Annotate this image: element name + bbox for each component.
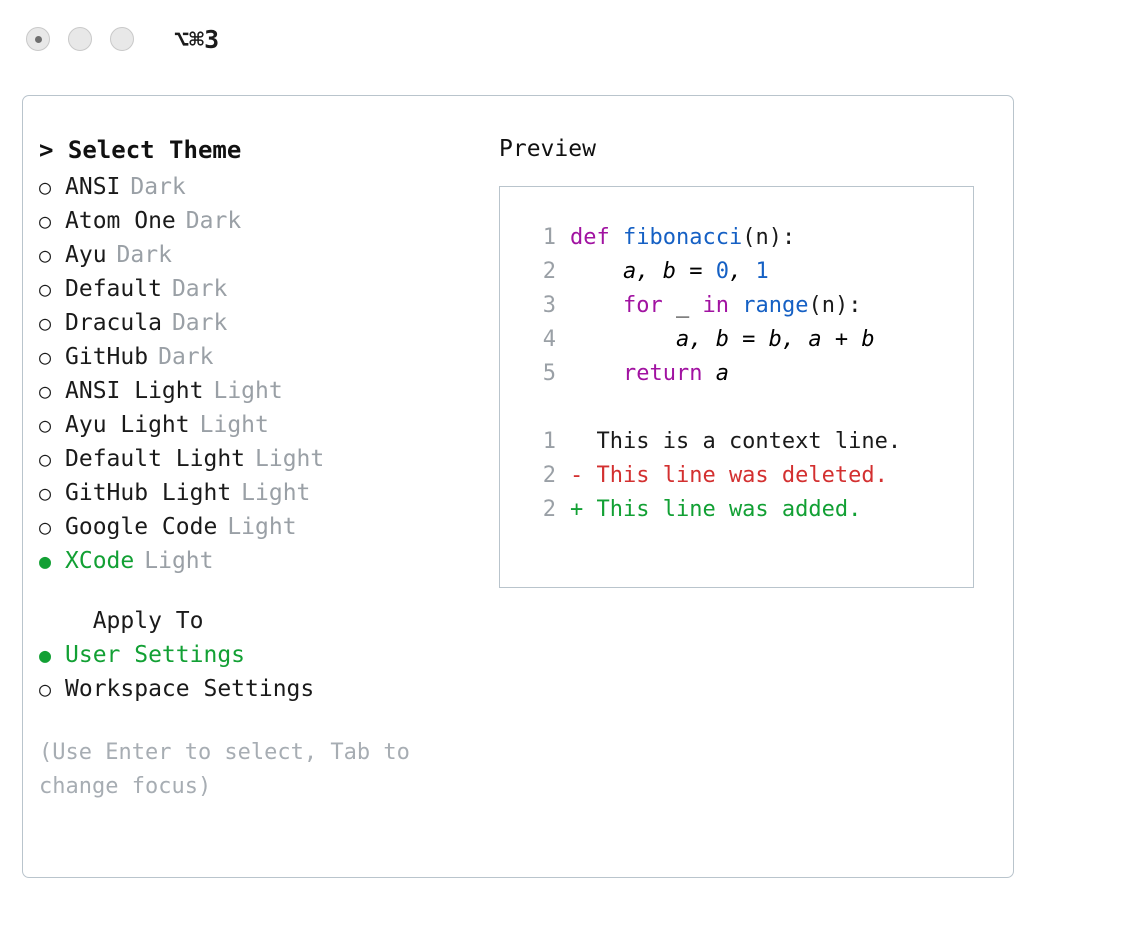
line-number: 1: [542, 225, 556, 250]
code-text: [570, 221, 795, 255]
preview-box: [499, 186, 974, 588]
theme-name-label: Google Code: [65, 514, 218, 540]
theme-name-label: Atom One: [65, 208, 176, 234]
code-text: [570, 357, 729, 391]
diff-line-number: 2: [542, 463, 556, 488]
code-token: 1: [755, 259, 769, 284]
theme-variant-label: Light: [227, 514, 297, 540]
apply-to-list: [39, 638, 499, 706]
radio-unselected-icon: ○: [39, 379, 52, 403]
preview-heading: Preview: [499, 136, 596, 162]
code-token: for: [622, 293, 676, 318]
theme-name-label: Ayu Light: [65, 412, 190, 438]
diff-preview: [522, 425, 949, 527]
code-token: [570, 293, 623, 318]
diff-line: [522, 459, 949, 493]
theme-list-item[interactable]: [39, 204, 499, 238]
theme-variant-label: Light: [144, 548, 214, 574]
theme-name-label: GitHub: [65, 344, 149, 370]
radio-unselected-icon: ○: [39, 175, 52, 199]
diff-line: [522, 493, 949, 527]
apply-to-item[interactable]: [39, 672, 499, 706]
theme-list-item[interactable]: [39, 510, 499, 544]
line-number: 5: [542, 361, 556, 386]
apply-to-item[interactable]: [39, 638, 499, 672]
radio-selected-icon: ●: [39, 549, 52, 573]
code-token: a, b =: [570, 259, 716, 284]
theme-variant-label: Dark: [158, 344, 214, 370]
code-token: [570, 361, 623, 386]
theme-picker-panel: [22, 95, 1014, 878]
theme-list-item[interactable]: [39, 442, 499, 476]
theme-variant-label: Dark: [171, 310, 228, 336]
select-theme-prompt: > Select Theme: [39, 136, 242, 164]
line-number: 3: [542, 293, 556, 318]
radio-unselected-icon: ○: [39, 481, 52, 505]
theme-variant-label: Light: [199, 412, 269, 438]
theme-name-label: ANSI: [65, 174, 121, 200]
diff-line: [522, 425, 949, 459]
window-minimize-button[interactable]: [68, 27, 92, 51]
theme-variant-label: Dark: [116, 242, 172, 268]
code-line: [522, 289, 949, 323]
theme-name-label: Default Light: [65, 446, 246, 472]
theme-name-label: XCode: [65, 548, 135, 574]
window-close-dot-icon: [35, 36, 42, 43]
code-token: a, b = b, a + b: [570, 327, 875, 352]
keyboard-shortcut-label: ⌥⌘3: [174, 24, 220, 54]
line-number: 4: [542, 327, 556, 352]
code-token: a: [715, 361, 729, 386]
code-text: [570, 289, 861, 323]
window-maximize-button[interactable]: [110, 27, 134, 51]
apply-to-label: User Settings: [65, 642, 246, 668]
diff-text: + This line was added.: [570, 497, 862, 522]
radio-unselected-icon: ○: [39, 277, 52, 301]
radio-selected-icon: ●: [39, 643, 52, 667]
preview-column: [499, 136, 1003, 867]
theme-name-label: ANSI Light: [65, 378, 204, 404]
radio-unselected-icon: ○: [39, 447, 52, 471]
radio-unselected-icon: ○: [39, 345, 52, 369]
theme-list-item[interactable]: [39, 476, 499, 510]
theme-variant-label: Light: [255, 446, 325, 472]
code-preview: [522, 221, 949, 391]
theme-name-label: Ayu: [65, 242, 107, 268]
section-spacer: [39, 578, 499, 604]
theme-name-label: GitHub Light: [65, 480, 232, 506]
theme-list-item[interactable]: [39, 544, 499, 578]
radio-unselected-icon: ○: [39, 413, 52, 437]
apply-to-heading: Apply To: [65, 608, 204, 634]
line-number: 2: [542, 259, 556, 284]
code-token: in: [702, 293, 743, 318]
code-token: return: [622, 361, 716, 386]
code-text: [570, 255, 769, 289]
theme-list-item[interactable]: [39, 408, 499, 442]
title-bar: [0, 0, 1140, 78]
theme-list-item[interactable]: [39, 340, 499, 374]
code-line: [522, 323, 949, 357]
radio-unselected-icon: ○: [39, 243, 52, 267]
theme-selection-column: [39, 136, 499, 867]
code-line: [522, 357, 949, 391]
code-token: (n):: [808, 293, 862, 318]
code-text: [570, 323, 875, 357]
code-token: def: [570, 225, 623, 250]
code-token: (n):: [742, 225, 796, 250]
preview-spacer: [522, 391, 949, 425]
radio-unselected-icon: ○: [39, 311, 52, 335]
window-close-button[interactable]: [26, 27, 50, 51]
theme-variant-label: Dark: [171, 276, 228, 302]
theme-list-item[interactable]: [39, 272, 499, 306]
diff-text: This is a context line.: [570, 429, 902, 454]
theme-name-label: Default: [65, 276, 162, 302]
diff-text: - This line was deleted.: [570, 463, 888, 488]
theme-variant-label: Dark: [185, 208, 242, 234]
apply-to-label: Workspace Settings: [65, 676, 315, 702]
theme-list-item[interactable]: [39, 306, 499, 340]
theme-list-item[interactable]: [39, 374, 499, 408]
code-token: 0: [715, 259, 729, 284]
diff-line-number: 2: [542, 497, 556, 522]
keyboard-hint-text: (Use Enter to select, Tab to change focus): [39, 740, 424, 799]
radio-unselected-icon: ○: [39, 677, 52, 701]
theme-list-item[interactable]: [39, 170, 499, 204]
code-line: [522, 221, 949, 255]
theme-name-label: Dracula: [65, 310, 162, 336]
theme-variant-label: Dark: [130, 174, 186, 200]
theme-variant-label: Light: [213, 378, 283, 404]
code-token: ,: [728, 259, 756, 284]
code-token: _: [675, 293, 703, 318]
theme-list-item[interactable]: [39, 238, 499, 272]
code-token: range: [742, 293, 809, 318]
theme-list: [39, 170, 499, 578]
radio-unselected-icon: ○: [39, 515, 52, 539]
radio-unselected-icon: ○: [39, 209, 52, 233]
code-token: fibonacci: [622, 225, 743, 250]
diff-line-number: 1: [542, 429, 556, 454]
code-line: [522, 255, 949, 289]
theme-variant-label: Light: [241, 480, 311, 506]
